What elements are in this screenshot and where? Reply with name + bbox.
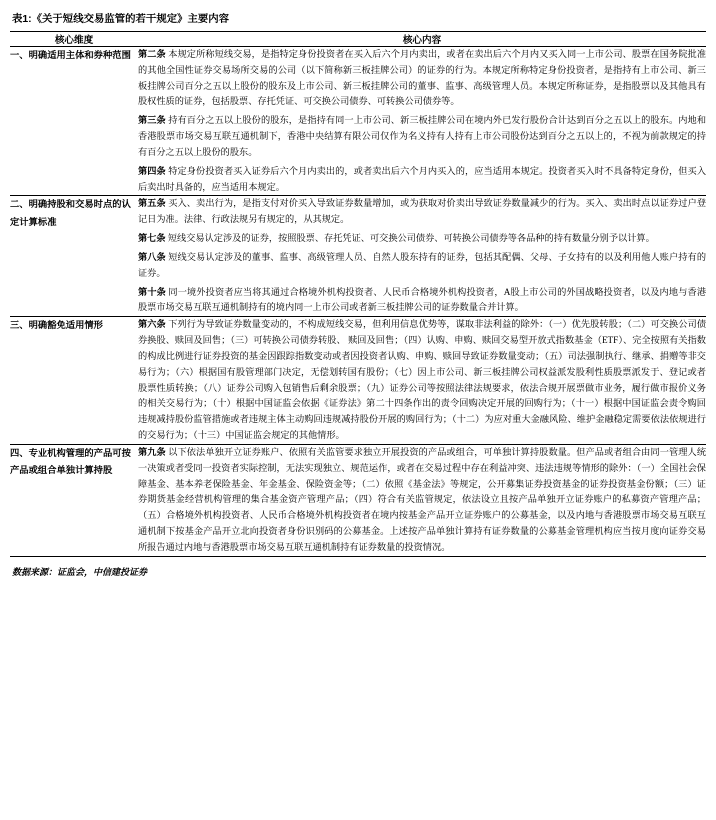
- row-dimension-1: 一、明确适用主体和券种范围: [10, 47, 138, 196]
- main-table: [10, 31, 706, 557]
- clause-text: 同一境外投资者应当将其通过合格境外机构投资者、人民币合格境外机构投资者，A股上市公司的外国战略投资者，以及内地与香港股票市场交易互联互通机制持有的境内同一上市公司或者新三板挂牌公司的证券数量合并计算。: [138, 286, 707, 313]
- clause-text: 特定身份投资者买入证券后六个月内卖出的，或者卖出后六个月内买入的，应当适用本规定。投资者买入时不具备特定身份，但买入后卖出时具备的，应当适用本规定。: [138, 165, 707, 192]
- clause-paragraph: [138, 285, 706, 317]
- clause-label: 第三条: [138, 115, 166, 126]
- clause-paragraph: [138, 317, 706, 444]
- column-header-dimension: 核心维度: [10, 32, 138, 47]
- table-row: [10, 47, 706, 196]
- clause-label: 第七条: [138, 233, 166, 244]
- table-header-row: [10, 32, 706, 47]
- table-row: [10, 444, 706, 556]
- clause-label: 第九条: [138, 446, 166, 457]
- clause-text: 以下依法单独开立证券账户、依照有关监管要求独立开展投资的产品或组合，可单独计算持股数量。但产品或者组合由同一管理人统一决策或者受同一投资者实际控制，无法实现独立、规范运作，或者在交易过程中存在利益冲突、违法违规等情形的除外：（一）全国社会保障基金、基本养老保险基金、年金基金、保险资金等；（二）依照《基金法》等规定，公开募集证券投资基金的证券投资基金份额；（三）证券期货基金经营机构管理的集合基金资产管理产品；（四）符合有关监管规定，依法设立且按产品单独开立证券账户的私募资产管理产品；（五）合格境外机构投资者、人民币合格境外机构投资者在境内按基金产品开立证券账户的公募基金，以及内地与香港股票市场交易互联互通机制下按基金产品开立北向投资者身份识别码的公募基金。上述按产品单独计算持有证券数量的公募基金管理机构应当按月度向证券交易所报告通过内地与香港股票市场交易互联互通机制持有证券数量的投资情况。: [138, 446, 707, 552]
- clause-paragraph: [138, 196, 706, 228]
- table-row: [10, 196, 706, 317]
- clause-text: 短线交易认定涉及的董事、监事、高级管理人员、自然人股东持有的证券，包括其配偶、父母、子女持有的以及利用他人账户持有的证券。: [138, 251, 707, 278]
- clause-paragraph: [138, 250, 706, 282]
- clause-label: 第五条: [138, 198, 166, 209]
- clause-text: 买入、卖出行为，是指支付对价买入导致证券数量增加，或为获取对价卖出导致证券数量减少的行为。买入、卖出时点以证券过户登记日为准。法律、行政法规另有规定的，从其规定。: [138, 198, 707, 225]
- clause-text: 下列行为导致证券数量变动的，不构成短线交易，但利用信息优势等，谋取非法利益的除外：（一）优先股转股；（二）可交换公司债券换股、赎回及回售；（三）可转换公司债券转股、 赎回及回售；（四）认购、申购、赎回交易型开放式指数基金（ETF）、完全按照有关指数的构成比例进行证券投资的基金因跟踪指数变动或者因投资者认购、申购、赎回导致证券数量变动；（五）司法强制执行、继承、捐赠等非交易行为；（六）根据国有股管理部门决定，无偿划转国有股份；（七）因上市公司、新三板挂牌公司权益派发股利性质股票派发于、登记或者股票性质转换；（八）证券公司购入包销售后剩余股票；（九）证券公司等按照法律法规要求，依法合规开展票做市业务，履行做市报价义务的相关交易行为；（十）根据中国证监会依据《证券法》第二十四条作出的责令回购决定开展的回购行为；（十一）根据中国证监会责令购回违规减持股份监管措施或者违规主体主动购回违规减持股份开展的购回行为；（十二）为应对重大金融风险、维护金融稳定需要依法依规进行的交易行为；（十三）中国证监会规定的其他情形。: [138, 319, 707, 441]
- clause-label: 第四条: [138, 165, 166, 176]
- clause-text: 本规定所称短线交易，是指特定身份投资者在买入后六个月内卖出，或者在卖出后六个月内又买入同一上市公司、股票在国务院批准的其他全国性证券交易场所交易的公司（以下简称新三板挂牌公司）的证券的行为。本规定所称特定身份投资者，是指持有上市公司、新三板挂牌公司百分之五以上股份的股东及上市公司、新三板挂牌公司的董事、监事、高级管理人员。本规定所称证券，是指股票以及其他具有股权性质的证券，包括股票、存托凭证、可交换公司债券、可转换公司债券等。: [138, 49, 707, 107]
- row-content-4: [138, 444, 706, 556]
- table-row: [10, 317, 706, 445]
- clause-paragraph: [138, 47, 706, 110]
- source-note: 数据来源：证监会，中信建投证券: [12, 566, 148, 577]
- clause-label: 第八条: [138, 251, 166, 262]
- row-dimension-2: 二、明确持股和交易时点的认定计算标准: [10, 196, 138, 317]
- clause-label: 第十条: [138, 286, 166, 297]
- page-title: 表1:《关于短线交易监管的若干规定》主要内容: [12, 14, 230, 25]
- clause-paragraph: [138, 113, 706, 160]
- column-header-content: 核心内容: [138, 32, 706, 47]
- clause-paragraph: [138, 445, 706, 556]
- row-content-2: [138, 196, 706, 317]
- clause-paragraph: [138, 164, 706, 196]
- row-dimension-3: 三、明确豁免适用情形: [10, 317, 138, 445]
- row-content-3: [138, 317, 706, 445]
- clause-paragraph: [138, 231, 706, 247]
- clause-label: 第二条: [138, 49, 166, 59]
- row-dimension-4: 四、专业机构管理的产品可按产品或组合单独计算持股: [10, 444, 138, 556]
- clause-text: 持有百分之五以上股份的股东，是指持有同一上市公司、新三板挂牌公司在境内外已发行股份合计达到百分之五以上的股东。内地和香港股票市场交易互联互通机制下，香港中央结算有限公司仅作为名义持有人持有上市公司股份达到百分之五以上的，不视为前款规定的持有百分之五以上股份的股东。: [138, 115, 707, 157]
- clause-label: 第六条: [138, 319, 166, 330]
- clause-text: 短线交易认定涉及的证券，按照股票、存托凭证、可交换公司债券、可转换公司债券等各品种的持有数量分别予以计算。: [167, 233, 655, 244]
- row-content-1: [138, 47, 706, 196]
